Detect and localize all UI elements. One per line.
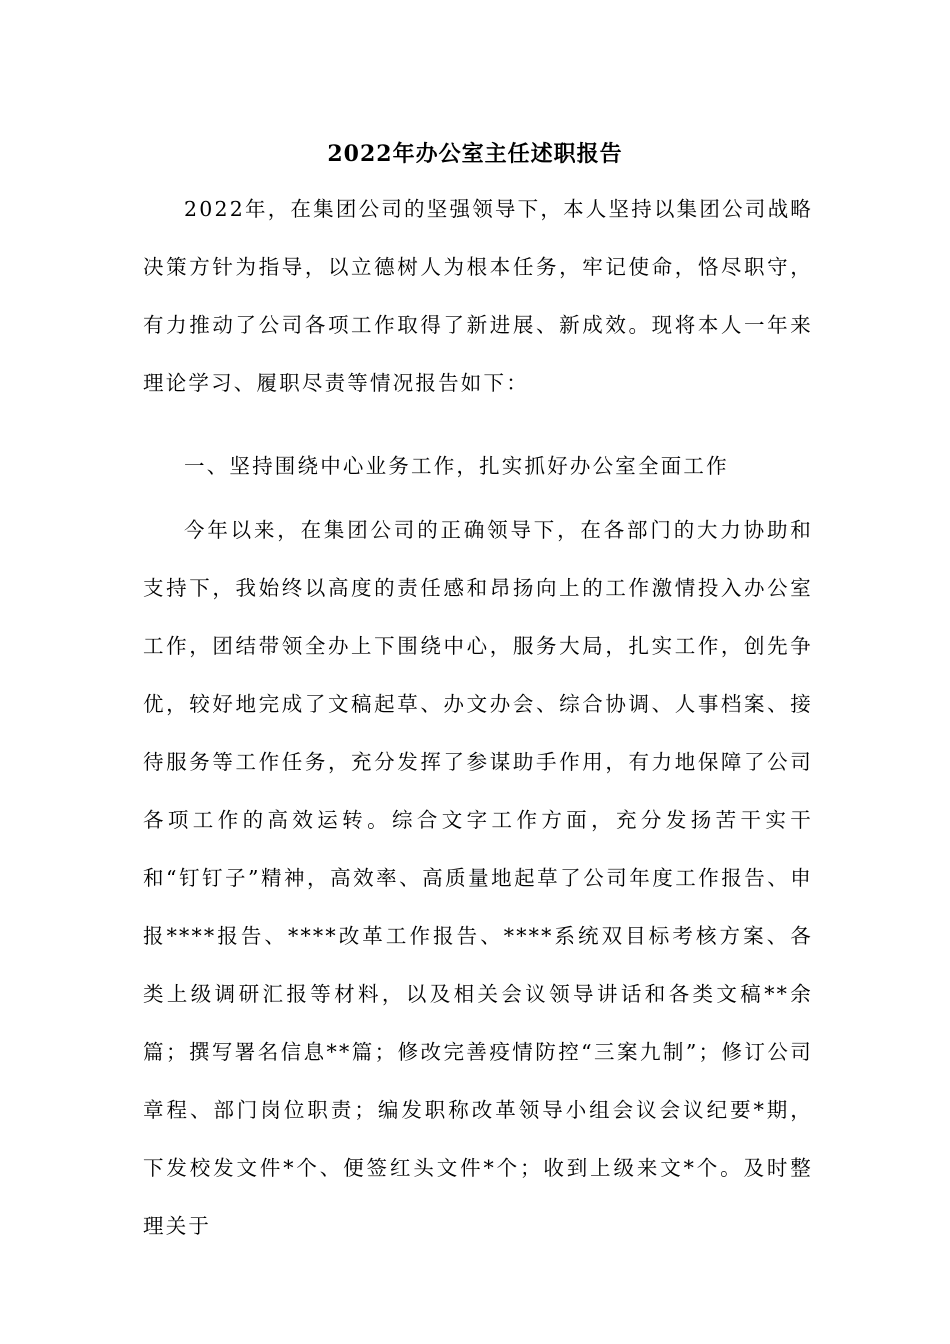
document-title: 2022年办公室主任述职报告 [327,141,623,167]
paragraph-intro: 2022年，在集团公司的坚强领导下，本人坚持以集团公司战略决策方针为指导，以立德树人为根本任务，牢记使命，恪尽职守，有力推动了公司各项工作取得了新进展、新成效。现将本人一年来理论学习、履职尽责等情况报告如下： [143,197,813,395]
section-heading-1: 一、坚持围绕中心业务工作，扎实抓好办公室全面工作 [184,454,729,478]
document-body [143,180,813,412]
section-body-block [143,501,813,1255]
paragraph-section-1: 今年以来，在集团公司的正确领导下，在各部门的大力协助和支持下，我始终以高度的责任感和昂扬向上的工作激情投入办公室工作，团结带领全办上下围绕中心，服务大局，扎实工作，创先争优，较好地完成了文稿起草、办文办会、综合协调、人事档案、接待服务等工作任务，充分发挥了参谋助手作用，有力地保障了公司各项工作的高效运转。综合文字工作方面，充分发扬苦干实干和“钉钉子”精神，高效率、高质量地起草了公司年度工作报告、申报****报告、****改革工作报告、****系统双目标考核方案、各类上级调研汇报等材料，以及相关会议领导讲话和各类文稿**余篇；撰写署名信息**篇；修改完善疫情防控“三案九制”；修订公司章程、部门岗位职责；编发职称改革领导小组会议会议纪要*期，下发校发文件*个、便签红头文件*个；收到上级来文*个。及时整理关于 [143,518,813,1238]
section-heading-block [143,437,813,495]
